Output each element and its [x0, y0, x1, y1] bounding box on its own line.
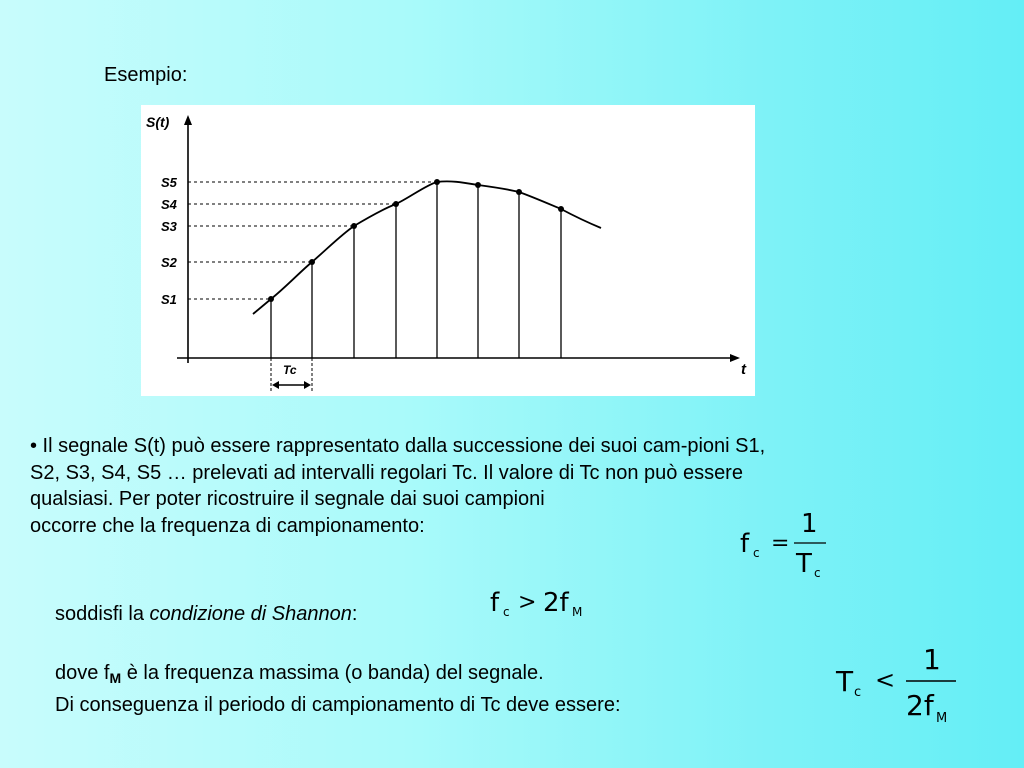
formula-period-num: 1 [923, 643, 941, 676]
formula-period-lhs-sub: c [854, 685, 862, 700]
paragraph-line: qualsiasi. Per poter ricostruire il segnale dai suoi campioni [30, 488, 545, 510]
dove-sub: M [109, 670, 122, 686]
paragraph-line: occorre che la frequenza di campionamento: [30, 514, 425, 537]
period-arrow-left-head [272, 381, 279, 389]
shannon-suffix: : [351, 603, 358, 625]
slide-title: Esempio: [104, 64, 188, 86]
sample-point [516, 189, 522, 195]
period-label: Tc [283, 363, 297, 377]
formula-shannon [488, 578, 598, 622]
formula-fc-num: 1 [801, 509, 818, 539]
sampling-diagram [141, 105, 755, 396]
formula-fc-den: T [796, 549, 812, 579]
paragraph-line: S2, S3, S4, S5 … prelevati ad intervalli regolari Tc. Il valore di Tc non può essere [30, 461, 743, 484]
x-axis-arrow [730, 354, 740, 362]
formula-period [832, 636, 972, 732]
shannon-condition: condizione di Shannon [149, 603, 352, 625]
dove-prefix: dove f [55, 662, 110, 684]
sample-label-s2: S2 [161, 255, 177, 270]
dove-line-2: Di conseguenza il periodo di campionamento di Tc deve essere: [55, 694, 621, 716]
formula-period-den-sub: M [936, 711, 948, 726]
formula-shannon-rhs-sub: M [572, 605, 583, 619]
y-axis-label: S(t) [146, 114, 170, 130]
formula-shannon-op: > [518, 590, 537, 615]
formula-fc-definition [738, 500, 838, 582]
x-axis-label: t [741, 361, 746, 378]
dove-line-1 [55, 660, 621, 692]
body-paragraph [30, 433, 990, 539]
formula-fc-lhs: f [740, 529, 750, 559]
sample-lines [271, 182, 561, 358]
sample-point [309, 259, 315, 265]
sample-label-s1: S1 [161, 292, 177, 307]
y-axis-arrow [184, 115, 192, 125]
dove-text [55, 660, 621, 719]
sample-point [558, 206, 564, 212]
shannon-prefix: soddisfi la [55, 603, 150, 625]
formula-fc-den-sub: c [814, 566, 821, 580]
sample-point [475, 182, 481, 188]
sampling-figure [141, 105, 755, 396]
sample-point [393, 201, 399, 207]
formula-period-op: < [875, 666, 896, 694]
sample-label-s4: S4 [161, 197, 177, 212]
formula-shannon-rhs: 2f [543, 588, 569, 618]
sample-point [434, 179, 440, 185]
formula-shannon-lhs: f [490, 588, 500, 618]
formula-fc-lhs-sub: c [753, 546, 760, 560]
period-arrow-right-head [304, 381, 311, 389]
signal-curve [253, 181, 601, 314]
sample-label-s3: S3 [161, 219, 177, 234]
dove-suffix: è la frequenza massima (o banda) del segnale. [121, 662, 544, 684]
formula-period-lhs: T [836, 665, 854, 698]
shannon-text [55, 603, 357, 626]
sample-point [268, 296, 274, 302]
sample-point [351, 223, 357, 229]
sample-label-s5: S5 [161, 175, 177, 190]
formula-period-den: 2f [906, 689, 934, 722]
formula-shannon-lhs-sub: c [503, 605, 510, 619]
formula-fc-op: = [771, 531, 790, 556]
paragraph-line: • Il segnale S(t) può essere rappresentato dalla successione dei suoi cam-pioni S1, [30, 435, 766, 457]
